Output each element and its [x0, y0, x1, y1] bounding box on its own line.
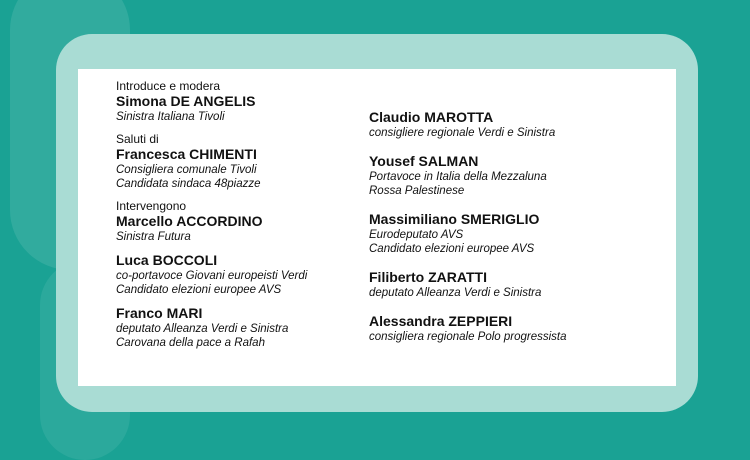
speaker-entry: [116, 79, 376, 124]
speaker-entry: [116, 305, 376, 350]
speaker-first-name: Filiberto: [369, 269, 425, 285]
speaker-last-name: ZEPPIERI: [448, 313, 513, 329]
speaker-first-name: Alessandra: [369, 313, 445, 329]
speaker-role: Sinistra Futura: [116, 231, 191, 243]
speaker-name: [116, 146, 376, 163]
speakers-left-column: [116, 79, 376, 358]
speaker-entry: [116, 199, 376, 244]
speaker-last-name: SALMAN: [418, 153, 479, 169]
speaker-first-name: Claudio: [369, 109, 421, 125]
speaker-first-name: Francesca: [116, 146, 186, 162]
speaker-role: deputato Alleanza Verdi e Sinistra: [369, 287, 542, 299]
speaker-name: [369, 211, 629, 228]
speaker-role: Carovana della pace a Rafah: [116, 337, 265, 349]
speaker-first-name: Franco: [116, 305, 163, 321]
speaker-last-name: ZARATTI: [428, 269, 487, 285]
speaker-role: Sinistra Italiana Tivoli: [116, 111, 225, 123]
speakers-card: [78, 69, 676, 386]
speaker-name: [116, 213, 376, 230]
speaker-role: Candidato elezioni europee AVS: [116, 284, 282, 296]
speaker-role: consigliere regionale Verdi e Sinistra: [369, 127, 556, 139]
speaker-entry: [369, 153, 629, 198]
speakers-right-column: [369, 109, 629, 357]
speaker-entry: [369, 109, 629, 140]
speaker-name: [369, 153, 629, 170]
speaker-role: Portavoce in Italia della Mezzaluna: [369, 171, 547, 183]
speaker-entry: [116, 252, 376, 297]
speaker-role: deputato Alleanza Verdi e Sinistra: [116, 323, 289, 335]
speaker-first-name: Marcello: [116, 213, 173, 229]
speaker-name: [369, 269, 629, 286]
section-label: Introduce e modera: [116, 79, 221, 93]
speaker-entry: [369, 313, 629, 344]
speaker-name: [116, 305, 376, 322]
speaker-role: Candidata sindaca 48piazze: [116, 178, 261, 190]
speaker-name: [116, 93, 376, 110]
speaker-entry: [369, 269, 629, 300]
speaker-last-name: CHIMENTI: [189, 146, 257, 162]
speaker-name: [369, 109, 629, 126]
speaker-role: Candidato elezioni europee AVS: [369, 243, 535, 255]
speaker-role: consigliera regionale Polo progressista: [369, 331, 567, 343]
speaker-last-name: BOCCOLI: [152, 252, 218, 268]
speaker-role: co-portavoce Giovani europeisti Verdi: [116, 270, 308, 282]
speaker-role: Consigliera comunale Tivoli: [116, 164, 257, 176]
speaker-first-name: Yousef: [369, 153, 415, 169]
speaker-last-name: DE ANGELIS: [170, 93, 256, 109]
speaker-entry: [116, 132, 376, 191]
speaker-last-name: ACCORDINO: [176, 213, 263, 229]
speaker-entry: [369, 211, 629, 256]
section-label: Intervengono: [116, 199, 187, 213]
speaker-first-name: Luca: [116, 252, 149, 268]
speaker-name: [116, 252, 376, 269]
speaker-role: Rossa Palestinese: [369, 185, 465, 197]
speaker-last-name: SMERIGLIO: [460, 211, 540, 227]
speaker-name: [369, 313, 629, 330]
speaker-role: Eurodeputato AVS: [369, 229, 464, 241]
speaker-last-name: MAROTTA: [424, 109, 494, 125]
section-label: Saluti di: [116, 132, 159, 146]
speaker-first-name: Massimiliano: [369, 211, 457, 227]
speaker-last-name: MARI: [166, 305, 203, 321]
speaker-first-name: Simona: [116, 93, 167, 109]
